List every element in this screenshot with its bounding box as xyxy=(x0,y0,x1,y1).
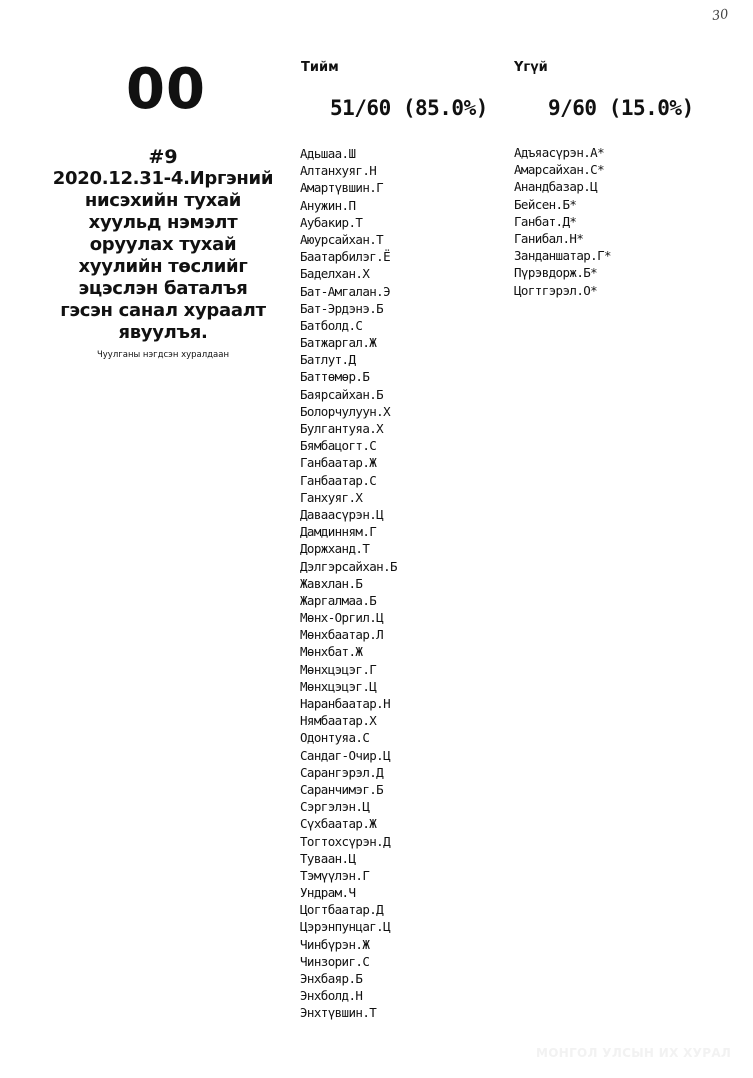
session-name: Чуулганы нэгдсэн хуралдаан xyxy=(96,350,230,360)
no-voter-name: Ганибал.Н* xyxy=(514,230,584,246)
yes-voter-name: Тэмүүлэн.Г xyxy=(300,867,370,883)
no-voter-name: Бейсен.Б* xyxy=(514,196,577,212)
yes-voter-name: Батболд.С xyxy=(300,317,363,333)
yes-voter-name: Батлут.Д xyxy=(300,352,356,368)
yes-voter-name: Булгантуяа.Х xyxy=(300,421,384,436)
yes-voter-name: Энхбаяр.Б xyxy=(300,971,363,986)
yes-voter-name: Ундрам.Ч xyxy=(300,885,356,901)
yes-voter-name: Аубакир.Т xyxy=(300,214,363,230)
yes-voter-name: Саранчимэг.Б xyxy=(300,781,384,797)
yes-voter-name: Сарангэрэл.Д xyxy=(300,764,384,780)
yes-vote-list xyxy=(300,145,397,1022)
yes-voter-name: Мөнх-Оргил.Ц xyxy=(300,610,384,626)
yes-voter-name: Батжаргал.Ж xyxy=(300,335,377,351)
no-voter-name: Амарсайхан.С* xyxy=(514,162,605,178)
yes-voter-name: Алтанхуяг.Н xyxy=(300,163,377,179)
no-voter-name: Анандбазар.Ц xyxy=(514,179,598,195)
yes-voter-name: Жавхлан.Б xyxy=(300,575,363,591)
yes-voter-name: Мөнхцэцэг.Г xyxy=(300,661,377,677)
yes-voter-name: Аюурсайхан.Т xyxy=(300,231,384,247)
page-number: 30 xyxy=(711,6,730,25)
yes-voter-name: Доржханд.Т xyxy=(300,541,370,557)
yes-voter-name: Тогтохсүрэн.Д xyxy=(300,833,391,849)
no-column-label: Үгүй xyxy=(514,60,548,75)
yes-voter-name: Сандаг-Очир.Ц xyxy=(300,747,391,763)
yes-voter-name: Ганхуяг.Х xyxy=(300,489,363,505)
yes-voter-name: Энхтүвшин.Т xyxy=(300,1005,377,1021)
no-voter-name: Занданшатар.Г* xyxy=(514,248,611,264)
yes-voter-name: Ганбаатар.Ж xyxy=(300,455,377,471)
yes-voter-name: Чинбүрэн.Ж xyxy=(300,936,370,952)
yes-voter-name: Амартүвшин.Г xyxy=(300,180,384,196)
no-voter-name: Ганбат.Д* xyxy=(514,213,577,229)
yes-voter-name: Чинзориг.С xyxy=(300,953,370,969)
no-voter-name: Адъяасүрэн.А* xyxy=(514,145,605,160)
yes-voter-name: Ганбаатар.С xyxy=(300,472,377,488)
yes-voter-name: Бат-Амгалан.Э xyxy=(300,283,391,299)
motion-number: #9 xyxy=(148,146,178,168)
yes-voter-name: Бат-Эрдэнэ.Б xyxy=(300,300,384,316)
session-code: 00 xyxy=(126,57,206,122)
yes-voter-name: Баатарбилэг.Ё xyxy=(300,249,391,265)
yes-voter-name: Баярсайхан.Б xyxy=(300,386,384,402)
yes-voter-name: Наранбаатар.Н xyxy=(300,696,391,711)
yes-voter-name: Жаргалмаа.Б xyxy=(300,592,377,608)
yes-voter-name: Цэрэнпунцаг.Ц xyxy=(300,919,391,935)
yes-voter-name: Сүхбаатар.Ж xyxy=(300,816,377,832)
no-vote-list xyxy=(514,144,611,299)
yes-column-label: Тийм xyxy=(301,60,339,75)
yes-voter-name: Энхболд.Н xyxy=(300,988,363,1004)
motion-text: 2020.12.31-4.Иргэний нисэхийн тухай хуульд нэмэлт оруулах тухай хуулийн төслийг эцэслэн баталъя гэсэн санал хураалт явуулъя. xyxy=(52,168,274,343)
yes-voter-name: Бямбацогт.С xyxy=(300,438,377,454)
yes-voter-name: Нямбаатар.Х xyxy=(300,713,377,729)
no-voter-name: Пүрэвдорж.Б* xyxy=(514,265,598,281)
yes-vote-count: 51/60 (85.0%) xyxy=(330,96,488,120)
yes-voter-name: Анужин.П xyxy=(300,197,356,213)
watermark: МОНГОЛ УЛСЫН ИХ ХУРАЛ xyxy=(536,1046,732,1060)
yes-voter-name: Баттөмөр.Б xyxy=(300,369,370,385)
no-voter-name: Цогтгэрэл.О* xyxy=(514,282,598,298)
yes-voter-name: Даваасүрэн.Ц xyxy=(300,506,384,522)
yes-voter-name: Дэлгэрсайхан.Б xyxy=(300,558,397,574)
yes-voter-name: Одонтуяа.С xyxy=(300,730,370,746)
yes-voter-name: Мөнхбат.Ж xyxy=(300,644,363,660)
yes-voter-name: Баделхан.Х xyxy=(300,266,370,282)
yes-voter-name: Сэргэлэн.Ц xyxy=(300,799,370,815)
yes-voter-name: Мөнхцэцэг.Ц xyxy=(300,678,377,694)
motion-block xyxy=(50,146,276,361)
yes-voter-name: Болорчулуун.Х xyxy=(300,403,391,419)
yes-voter-name: Туваан.Ц xyxy=(300,850,356,866)
yes-voter-name: Адьшаа.Ш xyxy=(300,146,356,161)
yes-voter-name: Цогтбаатар.Д xyxy=(300,902,384,918)
yes-voter-name: Мөнхбаатар.Л xyxy=(300,627,384,643)
yes-voter-name: Дамдинням.Г xyxy=(300,524,377,540)
no-vote-count: 9/60 (15.0%) xyxy=(548,96,694,120)
